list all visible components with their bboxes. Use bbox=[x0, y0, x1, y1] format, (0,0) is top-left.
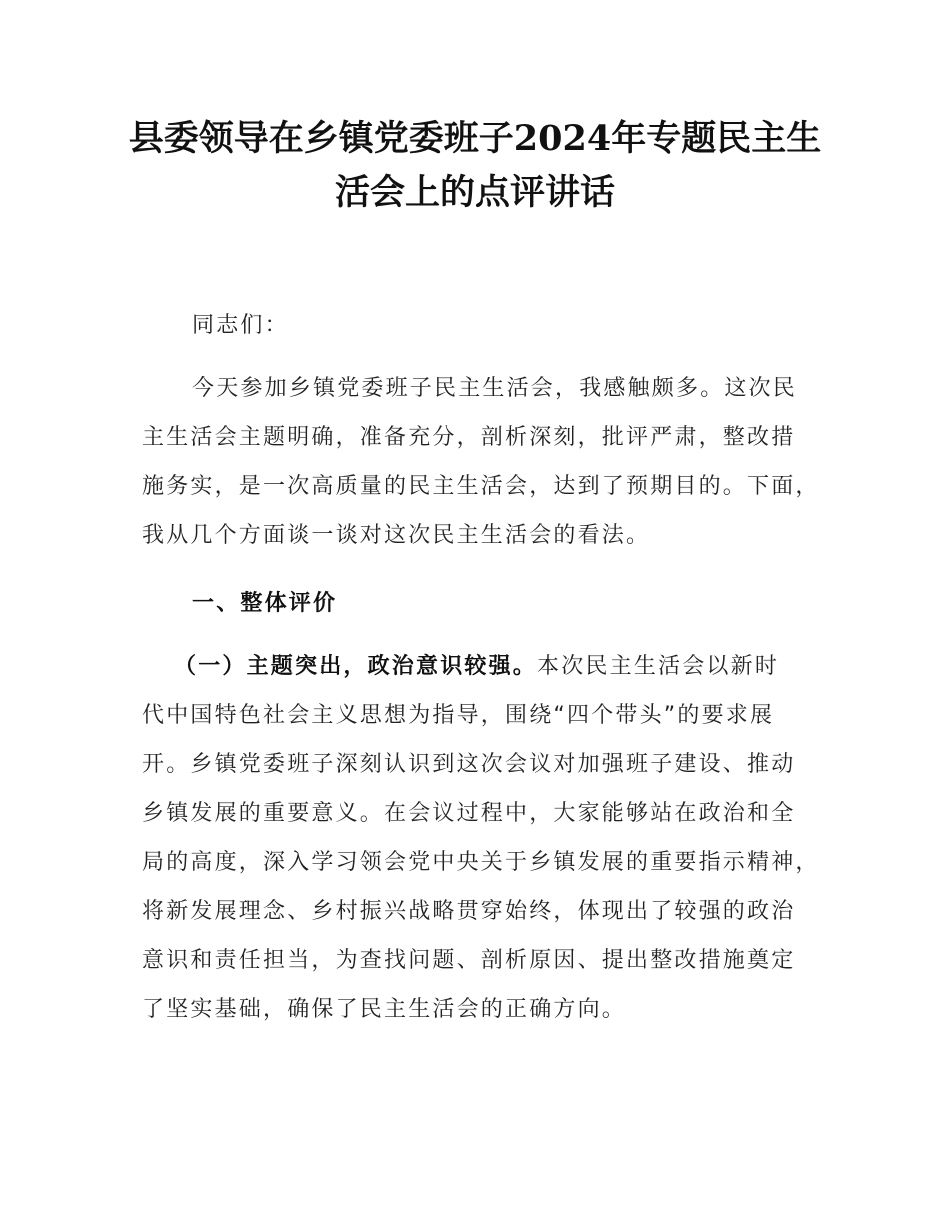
title-line-2: 活会上的点评讲话 bbox=[334, 172, 615, 213]
intro-line-3: 施务实，是一次高质量的民主生活会，达到了预期目的。下面， bbox=[142, 474, 820, 499]
subsection-1-line-3: 开。乡镇党委班子深刻认识到这次会议对加强班子建设、推动 bbox=[142, 752, 796, 777]
salutation: 同志们： bbox=[192, 313, 289, 338]
subsection-1-line-4: 乡镇发展的重要意义。在会议过程中，大家能够站在政治和全 bbox=[142, 801, 796, 826]
subsection-1-line-8: 了坚实基础，确保了民主生活会的正确方向。 bbox=[142, 997, 627, 1022]
subsection-heading-1: （一）主题突出，政治意识较强。 bbox=[174, 654, 538, 679]
subsection-1-line-6: 将新发展理念、乡村振兴战略贯穿始终，体现出了较强的政治 bbox=[142, 899, 796, 924]
section-heading-1: 一、整体评价 bbox=[192, 591, 338, 616]
document-body bbox=[142, 0, 832, 1230]
intro-line-2: 主生活会主题明确，准备充分，剖析深刻，批评严肃，整改措 bbox=[142, 425, 796, 450]
title-line-1: 县委领导在乡镇党委班子2024年专题民主生 bbox=[128, 118, 822, 159]
intro-line-1: 今天参加乡镇党委班子民主生活会，我感触颇多。这次民 bbox=[192, 376, 798, 401]
subsection-1-line-2: 代中国特色社会主义思想为指导，围绕“四个带头”的要求展 bbox=[142, 703, 775, 728]
subsection-1-first-line bbox=[174, 654, 779, 680]
subsection-1-line-5: 局的高度，深入学习领会党中央关于乡镇发展的重要指示精神， bbox=[142, 850, 820, 875]
intro-line-4: 我从几个方面谈一谈对这次民主生活会的看法。 bbox=[142, 523, 651, 548]
subsection-1-first-line-rest: 本次民主生活会以新时 bbox=[537, 654, 780, 679]
subsection-1-line-7: 意识和责任担当，为查找问题、剖析原因、提出整改措施奠定 bbox=[142, 948, 796, 973]
